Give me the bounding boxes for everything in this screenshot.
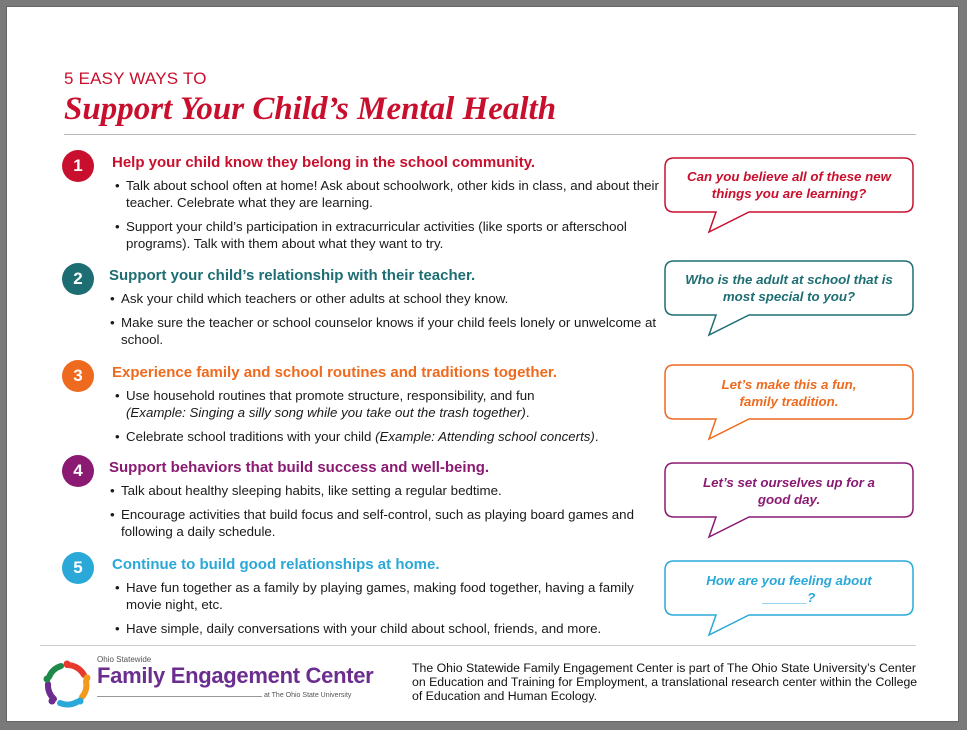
footer-description: The Ohio Statewide Family Engagement Center is part of The Ohio State University’s Center on Education and Training for Employment, a translational research center within the College of Education and Human Ecology. xyxy=(412,661,918,703)
bullet: • Have fun together as a family by playing games, making food together, having a family movie night, etc. xyxy=(115,579,670,613)
tip-heading-2: Support your child’s relationship with their teacher. xyxy=(109,267,476,284)
speech-bubble-4 xyxy=(664,462,914,542)
bubble-text-3: Let’s make this a fun, family tradition. xyxy=(721,377,857,409)
title-divider xyxy=(64,134,916,135)
logo-small-text: Ohio Statewide xyxy=(97,655,152,664)
bubble-text-2: Who is the adult at school that is most special to you? xyxy=(685,272,893,304)
number-badge-1: 1 xyxy=(62,150,94,182)
tip-bullets-1 xyxy=(115,177,670,259)
bullet: • Make sure the teacher or school counselor knows if your child feels lonely or unwelcome at school. xyxy=(110,314,665,348)
bullet: • Have simple, daily conversations with your child about school, friends, and more. xyxy=(115,620,670,637)
bullet: • Celebrate school traditions with your child (Example: Attending school concerts). xyxy=(115,428,670,445)
page-title: Support Your Child’s Mental Health xyxy=(64,91,557,127)
speech-bubble-3 xyxy=(664,364,914,444)
speech-bubble-2 xyxy=(664,260,914,340)
tip-heading-5: Continue to build good relationships at home. xyxy=(112,556,440,573)
tip-heading-3: Experience family and school routines and traditions together. xyxy=(112,364,558,381)
bullet: • Talk about school often at home! Ask about schoolwork, other kids in class, and about their teacher. Celebrate what they are learning. xyxy=(115,177,670,211)
bullet: • Use household routines that promote structure, responsibility, and fun (Example: Singing a silly song while you take out the trash together). xyxy=(115,387,670,421)
logo-main-text: Family Engagement Center xyxy=(97,663,374,688)
number-badge-4: 4 xyxy=(62,455,94,487)
logo-underline xyxy=(97,696,262,697)
fec-logo xyxy=(40,655,390,713)
example-text: (Example: Singing a silly song while you take out the trash together) xyxy=(126,405,526,420)
kicker-text: 5 EASY WAYS TO xyxy=(64,69,207,88)
number-badge-3: 3 xyxy=(62,360,94,392)
bullet: • Talk about healthy sleeping habits, like setting a regular bedtime. xyxy=(110,482,665,499)
logo-sub-text: at The Ohio State University xyxy=(264,692,352,699)
number-badge-5: 5 xyxy=(62,552,94,584)
flyer-page xyxy=(6,6,959,722)
speech-bubble-5 xyxy=(664,560,914,640)
bullet: • Encourage activities that build focus and self-control, such as playing board games and following a daily schedule. xyxy=(110,506,665,540)
number-badge-2: 2 xyxy=(62,263,94,295)
tip-heading-1: Help your child know they belong in the school community. xyxy=(112,154,536,171)
tip-bullets-5 xyxy=(115,579,670,644)
bullet: • Support your child’s participation in extracurricular activities (like sports or afterschool programs). Talk with them about what they want to try. xyxy=(115,218,670,252)
footer-divider xyxy=(40,645,916,646)
bubble-text-4: Let’s set ourselves up for a good day. xyxy=(703,475,875,507)
tip-bullets-2 xyxy=(110,290,665,355)
family-circle-logo-icon xyxy=(42,659,92,709)
tip-bullets-3 xyxy=(115,387,670,452)
bullet: • Ask your child which teachers or other adults at school they know. xyxy=(110,290,665,307)
tip-heading-4: Support behaviors that build success and well-being. xyxy=(109,459,490,476)
bubble-text-5: How are you feeling about ______? xyxy=(706,573,872,605)
speech-bubble-1 xyxy=(664,157,914,237)
tip-bullets-4 xyxy=(110,482,665,547)
example-text: (Example: Attending school concerts) xyxy=(375,429,595,444)
bubble-text-1: Can you believe all of these new things you are learning? xyxy=(687,169,891,201)
